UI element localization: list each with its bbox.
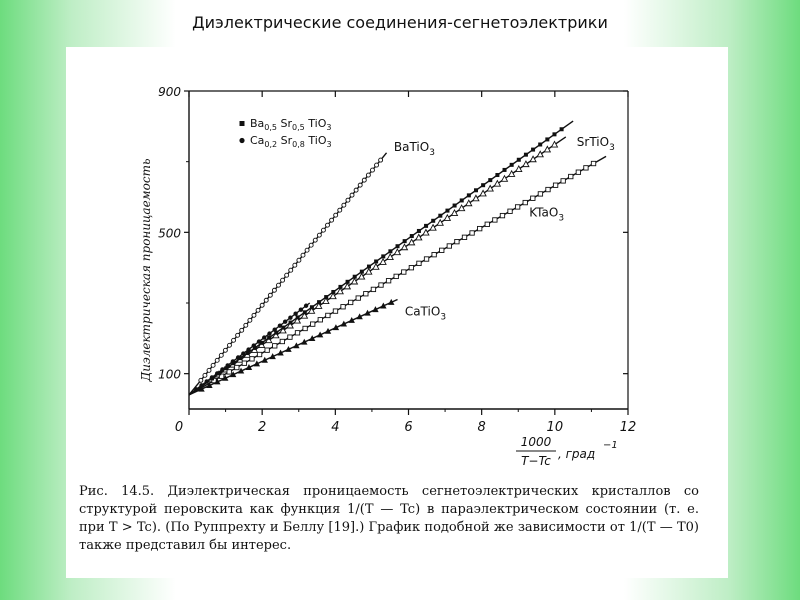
data-point-marker [288,315,292,319]
data-point-marker [333,309,337,313]
data-point-marker [354,188,358,192]
data-point-marker [297,258,301,262]
data-point-marker [356,296,360,300]
data-point-marker [424,224,428,228]
series-label: SrTiO$_3$ [576,134,615,153]
y-axis-title: Диэлектрическая проницаемость [139,158,153,382]
data-point-marker [338,285,342,289]
data-point-marker [523,200,527,204]
data-point-marker [317,300,321,304]
data-point-marker [310,305,314,309]
data-point-marker [273,327,277,331]
data-point-marker [276,283,280,287]
data-point-marker [459,205,465,211]
data-point-marker [241,351,245,355]
data-point-marker [364,292,368,296]
data-point-marker [416,234,422,240]
data-point-marker [466,200,472,206]
data-point-marker [523,161,529,167]
data-point-marker [488,178,492,182]
data-point-marker [553,183,557,187]
data-point-marker [257,352,261,356]
data-point-marker [402,270,406,274]
data-point-marker [591,161,595,165]
data-point-marker [440,248,444,252]
data-point-marker [370,168,374,172]
data-point-marker [560,127,564,131]
data-point-marker [569,174,573,178]
data-point-marker [409,239,415,245]
x-axis-title-exponent: −1 [603,440,618,451]
legend [239,117,331,149]
data-point-marker [342,203,346,207]
data-point-marker [481,183,485,187]
data-point-marker [235,365,239,369]
data-point-marker [321,228,325,232]
data-point-marker [447,244,451,248]
data-point-marker [387,254,393,260]
data-point-marker [227,343,231,347]
x-tick-label: 2 [258,420,267,435]
data-point-marker [561,179,565,183]
data-point-marker [236,333,240,337]
data-point-marker [211,363,215,367]
data-point-marker [326,313,330,317]
data-point-marker [508,209,512,213]
data-point-marker [373,264,379,270]
data-point-marker [227,370,231,374]
x-tick-label: 4 [331,420,340,435]
data-point-marker [346,280,350,284]
data-point-marker [379,283,383,287]
data-point-marker [215,358,219,362]
data-point-marker [219,353,223,357]
data-point-marker [265,348,269,352]
data-point-marker [289,268,293,272]
data-point-marker [278,323,282,327]
data-point-marker [262,335,266,339]
series-markers [194,127,596,391]
y-tick-label: 100 [158,367,181,382]
data-point-marker [375,163,379,167]
data-point-marker [210,375,214,379]
data-point-marker [250,357,254,361]
data-point-marker [403,239,407,243]
data-point-marker [438,214,442,218]
data-point-marker [380,259,386,265]
data-point-marker [386,279,390,283]
data-point-marker [215,371,219,375]
data-point-marker [544,146,550,152]
data-point-marker [374,259,378,263]
data-point-marker [348,300,352,304]
data-point-marker [252,313,256,317]
data-point-marker [515,205,519,209]
data-point-marker [473,195,479,201]
data-point-marker [474,188,478,192]
data-point-marker [432,252,436,256]
data-point-marker [417,261,421,265]
data-point-marker [501,176,507,182]
data-point-marker [293,312,297,316]
data-point-marker [494,181,500,187]
data-point-marker [462,235,466,239]
data-point-marker [358,183,362,187]
x-axis-title-denominator: T−Tc [521,454,551,468]
x-tick-label: 10 [546,420,564,435]
data-point-marker [299,308,303,312]
data-point-marker [480,190,486,196]
data-point-marker [207,368,211,372]
figure-panel [66,47,728,578]
data-point-marker [285,273,289,277]
data-point-marker [394,249,400,255]
data-point-marker [260,303,264,307]
data-point-marker [301,253,305,257]
data-point-marker [576,170,580,174]
data-point-marker [341,305,345,309]
data-point-marker [304,304,308,308]
data-point-marker [517,158,521,162]
data-point-marker [485,222,489,226]
data-point-marker [437,220,443,226]
data-point-marker [460,198,464,202]
legend-entry-label: $Ca_{0,2}$ $Sr_{0,8}$ TiO$_3$ [250,134,332,149]
data-point-marker [350,193,354,197]
data-point-marker [423,229,429,235]
series-label: CaTiO$_3$ [404,304,447,323]
data-point-marker [303,326,307,330]
data-point-marker [244,323,248,327]
y-tick-label: 500 [158,226,181,241]
dielectric-chart [66,47,728,477]
data-point-marker [530,156,536,162]
data-point-marker [409,265,413,269]
data-point-marker [252,343,256,347]
data-point-marker [453,204,457,208]
y-tick-label: 900 [158,85,181,99]
data-point-marker [293,263,297,267]
data-point-marker [470,231,474,235]
data-point-marker [303,310,307,314]
data-point-marker [203,373,207,377]
data-point-marker [487,185,493,191]
data-point-marker [531,196,535,200]
data-point-marker [510,163,514,167]
data-point-marker [430,225,436,231]
data-point-marker [366,173,370,177]
data-point-marker [444,215,450,221]
legend-marker [240,121,245,126]
data-point-marker [359,274,365,280]
data-point-marker [318,318,322,322]
data-point-marker [268,293,272,297]
data-point-marker [273,344,277,348]
data-point-marker [552,132,556,136]
data-point-marker [379,158,383,162]
data-point-marker [346,198,350,202]
data-point-marker [552,141,558,147]
x-axis-title-unit: , град [558,447,596,461]
data-point-marker [305,248,309,252]
data-point-marker [424,257,428,261]
data-point-marker [531,148,535,152]
data-point-marker [331,290,335,294]
data-point-marker [546,187,550,191]
data-point-marker [366,269,372,275]
legend-marker [239,138,244,143]
data-point-marker [500,213,504,217]
data-point-marker [401,244,407,250]
data-point-marker [289,320,293,324]
axes-layer [139,85,636,468]
data-point-marker [371,287,375,291]
data-point-marker [220,367,224,371]
legend-entry-label: $Ba_{0,5}$ $Sr_{0,5}$ TiO$_3$ [250,117,332,132]
data-point-marker [538,192,542,196]
data-point-marker [317,233,321,237]
data-point-marker [194,387,198,391]
data-point-marker [223,348,227,352]
figure-caption: Рис. 14.5. Диэлектрическая проницаемость сегнетоэлектрических кристаллов со структурой перовскита как функция 1/(T — Tc) в параэлектрическом состоянии (т. е. при T > Tc). (По Руппрехту и Беллу [19].) График подобной же зависимости от 1/(T — T0) также представил бы интерес. [79,484,699,553]
data-point-marker [199,378,203,382]
data-point-marker [256,308,260,312]
data-point-marker [360,270,364,274]
data-point-marker [524,153,528,157]
data-point-marker [417,229,421,233]
series-label: BaTiO$_3$ [393,140,435,159]
data-point-marker [516,166,522,172]
data-point-marker [272,288,276,292]
data-point-marker [394,274,398,278]
x-tick-label: 0 [174,420,184,435]
data-point-marker [280,339,284,343]
data-point-marker [431,219,435,223]
data-point-marker [509,171,515,177]
data-point-marker [281,278,285,282]
data-point-marker [288,335,292,339]
x-axis-title-numerator: 1000 [520,435,552,449]
data-point-marker [313,238,317,242]
data-point-marker [410,234,414,238]
data-point-marker [199,383,203,387]
data-point-marker [495,173,499,177]
slide-title: Диэлектрические соединения-сегнетоэлектрики [192,13,608,32]
data-point-marker [236,355,240,359]
data-point-marker [545,137,549,141]
data-point-marker [267,336,271,340]
data-point-marker [326,223,330,227]
data-point-marker [264,298,268,302]
data-point-marker [324,295,328,299]
data-point-marker [248,318,252,322]
data-point-marker [445,209,449,213]
data-point-marker [538,143,542,147]
data-point-marker [493,218,497,222]
x-tick-label: 8 [477,420,486,435]
series-label: KTaO$_3$ [529,205,565,224]
data-point-marker [362,178,366,182]
data-point-marker [257,339,261,343]
data-point-marker [338,208,342,212]
data-point-marker [225,363,229,367]
data-point-marker [232,338,236,342]
x-tick-label: 12 [619,420,637,435]
data-point-marker [330,218,334,222]
data-point-marker [309,243,313,247]
data-point-marker [205,379,209,383]
data-point-marker [584,166,588,170]
data-point-marker [503,168,507,172]
data-point-marker [310,322,314,326]
data-point-marker [231,359,235,363]
series-labels [394,135,615,323]
data-point-marker [353,275,357,279]
data-point-marker [296,315,300,319]
data-point-marker [334,213,338,217]
data-point-marker [242,361,246,365]
data-point-marker [477,226,481,230]
data-point-marker [240,328,244,332]
data-point-marker [537,151,543,157]
data-point-marker [295,331,299,335]
data-point-marker [388,249,392,253]
series-lines [189,121,606,395]
data-point-marker [381,254,385,258]
data-point-marker [396,244,400,248]
data-point-marker [367,265,371,269]
x-tick-label: 6 [404,420,413,435]
data-point-marker [246,347,250,351]
data-point-marker [451,210,457,216]
data-point-marker [467,193,471,197]
data-point-marker [283,319,287,323]
data-point-marker [455,239,459,243]
data-point-marker [267,331,271,335]
